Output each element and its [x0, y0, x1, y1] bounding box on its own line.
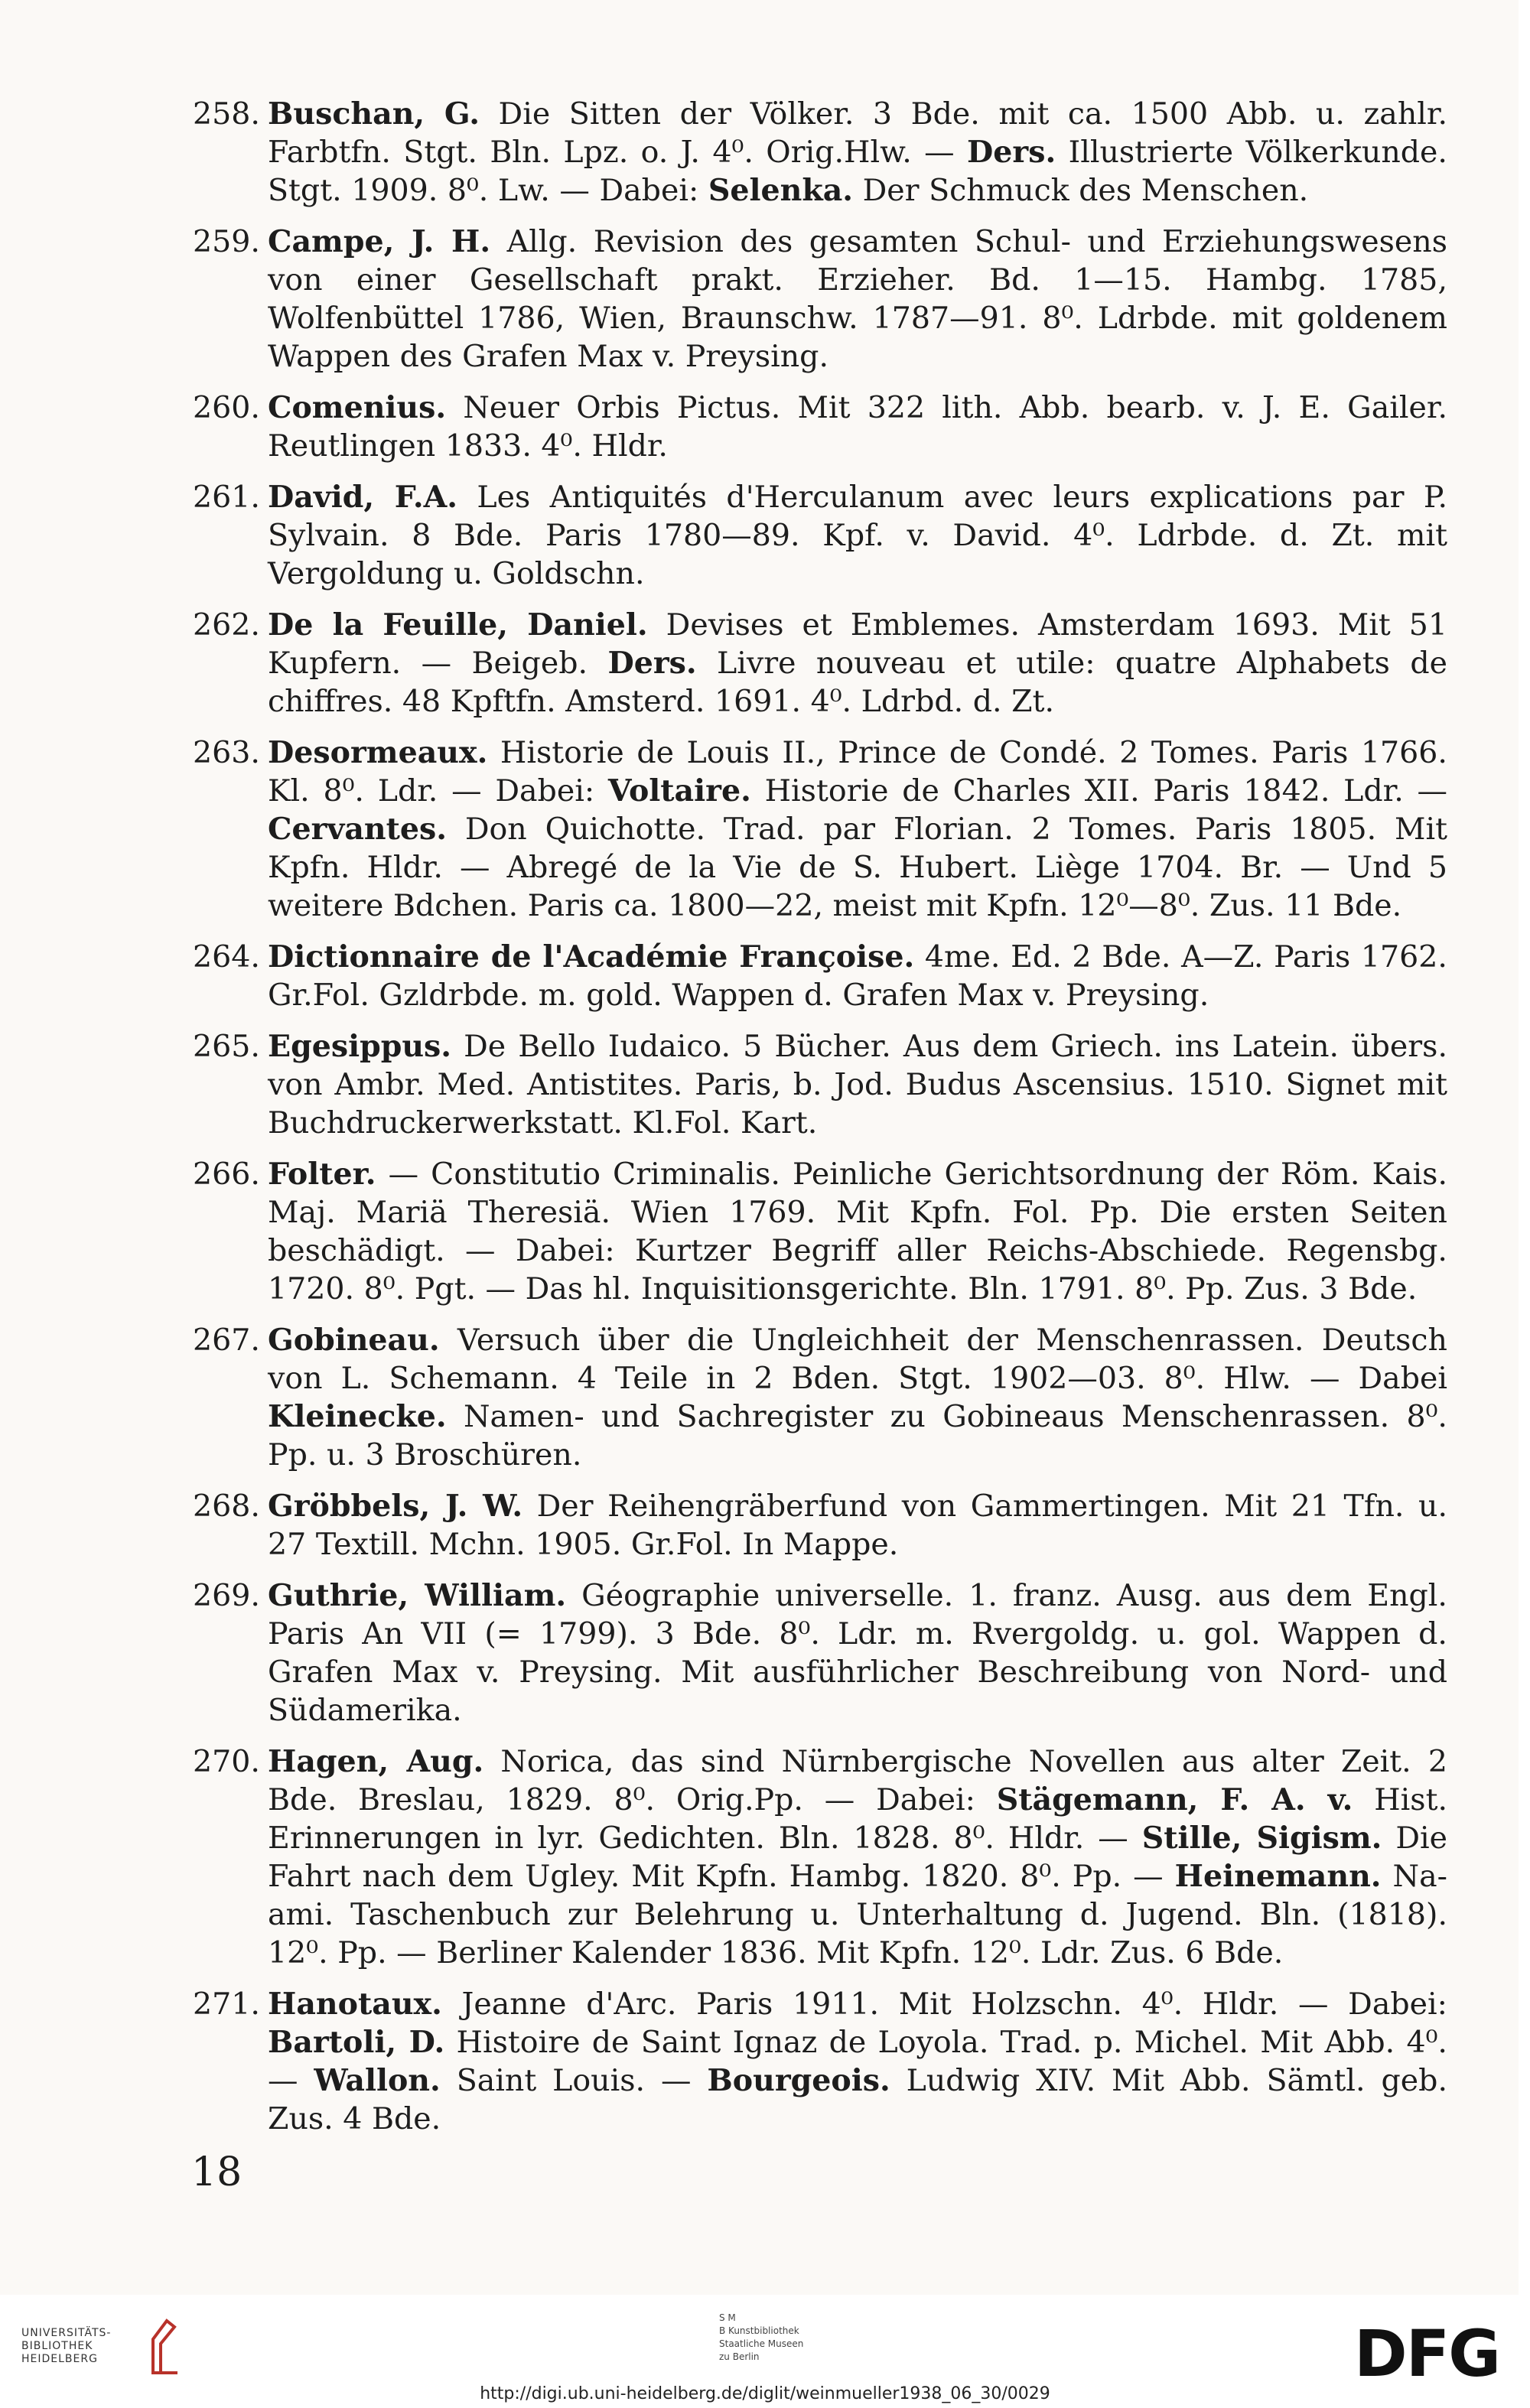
entry-author: Bartoli, D. — [268, 2025, 445, 2060]
entry-author: Guthrie, William. — [268, 1578, 567, 1613]
entry-text: Historie de Charles XII. Paris 1842. Ldr. — — [750, 773, 1447, 809]
catalog-entry — [193, 1743, 1447, 1972]
entry-text: Der Reihengräberfund von Gammertingen. Mit 21 Tfn. u. 27 Textill. Mchn. 1905. Gr.Fol. In Mappe. — [268, 1489, 1447, 1562]
entry-text: Don Quichotte. Trad. par Florian. 2 Tomes. Paris 1805. Mit Kpfn. Hldr. — Abregé de la Vie de S. Hubert. Liège 1704. Br. — Und 5 weitere Bdchen. Paris ca. 1800—22, meist mit Kpfn. 12⁰—8⁰. Zus. 11 Bde. — [268, 812, 1447, 923]
catalog-entry — [193, 606, 1447, 721]
smb-line: zu Berlin — [719, 2351, 760, 2362]
entry-text: De Bello Iudaico. 5 Bücher. Aus dem Griech. ins Latein. übers. von Ambr. Med. Antistites. Paris, b. Jod. Budus Ascensius. 1510. Signet mit Buchdruckerwerkstatt. Kl.Fol. Kart. — [268, 1029, 1447, 1141]
entry-number: 268. — [193, 1489, 260, 1524]
entry-author: Kleinecke. — [268, 1399, 447, 1434]
catalog-entry — [193, 1321, 1447, 1474]
entry-number: 260. — [193, 390, 260, 425]
entry-text: Livre nouveau et utile: quatre Alphabets de chiffres. 48 Kpftfn. Amsterd. 1691. 4⁰. Ldrbd. d. Zt. — [268, 646, 1447, 719]
entry-author: David, F.A. — [268, 480, 457, 515]
entry-author: Hagen, Aug. — [268, 1744, 484, 1779]
smb-line: B Kunstbibliothek — [719, 2325, 799, 2336]
entry-text: Allg. Revision des gesamten Schul- und Erziehungswesens von einer Gesellschaft prakt. Erzieher. Bd. 1—15. Hambg. 1785, Wolfenbüttel 1786, Wien, Braunschw. 1787—91. 8⁰. Ldrbde. mit goldenem Wappen des Grafen Max v. Preysing. — [268, 224, 1447, 374]
entry-text: Les Antiquités d'Herculanum avec leurs explications par P. Sylvain. 8 Bde. Paris 1780—89. Kpf. v. David. 4⁰. Ldrbde. d. Zt. mit Vergoldung u. Goldschn. — [268, 480, 1447, 591]
entry-text: Der Schmuck des Menschen. — [853, 173, 1309, 208]
entry-text: Na-ami. Taschenbuch zur Belehrung u. Unterhaltung d. Jugend. Bln. (1818). 12⁰. Pp. — Berliner Kalender 1836. Mit Kpfn. 12⁰. Ldr. Zus. 6 Bde. — [268, 1859, 1447, 1970]
catalog-entry — [193, 1577, 1447, 1730]
catalog-entry — [193, 478, 1447, 593]
catalog-entry — [193, 1027, 1447, 1142]
entry-author: Ders. — [967, 135, 1056, 170]
catalog-entries — [193, 95, 1447, 2151]
catalog-entry — [193, 223, 1447, 376]
entry-number: 258. — [193, 96, 260, 132]
entry-author: Gobineau. — [268, 1323, 440, 1358]
entry-text: Histoire de Saint Ignaz de Loyola. Trad. p. Michel. Mit Abb. 4⁰. — — [268, 2025, 1447, 2098]
entry-text: Historie de Louis II., Prince de Condé. 2 Tomes. Paris 1766. Kl. 8⁰. Ldr. — Dabei: — [268, 735, 1447, 809]
entry-text: Versuch über die Ungleichheit der Menschenrassen. Deutsch von L. Schemann. 4 Teile in 2 Bden. Stgt. 1902—03. 8⁰. Hlw. — Dabei — [268, 1323, 1447, 1396]
catalog-entry — [193, 734, 1447, 925]
catalog-entry — [193, 1155, 1447, 1308]
university-emblem-icon — [144, 2316, 181, 2377]
smb-logo[interactable] — [719, 2312, 803, 2364]
entry-text: Illustrierte Völkerkunde. Stgt. 1909. 8⁰. Lw. — Dabei: — [268, 135, 1447, 208]
catalog-entry — [193, 95, 1447, 210]
entry-author: Heinemann. — [1174, 1859, 1382, 1894]
smb-line: S M — [719, 2312, 736, 2323]
entry-text: Saint Louis. — — [440, 2063, 708, 2098]
entry-author: Selenka. — [708, 173, 854, 208]
entry-number: 269. — [193, 1578, 260, 1613]
entry-text: Jeanne d'Arc. Paris 1911. Mit Holzschn. 4⁰. Hldr. — Dabei: — [441, 1987, 1447, 2022]
entry-author: Ders. — [607, 646, 697, 681]
entry-author: Stägemann, F. A. v. — [996, 1782, 1353, 1817]
entry-number: 270. — [193, 1744, 260, 1779]
entry-text: Die Fahrt nach dem Ugley. Mit Kpfn. Hambg. 1820. 8⁰. Pp. — — [268, 1821, 1448, 1894]
entry-author: Bourgeois. — [707, 2063, 890, 2098]
entry-text: Géographie universelle. 1. franz. Ausg. aus dem Engl. Paris An VII (= 1799). 3 Bde. 8⁰. Ldr. m. Rvergoldg. u. gol. Wappen d. Grafen Max v. Preysing. Mit ausführlicher Beschreibung von Nord- und Südamerika. — [268, 1578, 1447, 1728]
logo-line: HEIDELBERG — [21, 2353, 98, 2365]
source-url[interactable]: http://digi.ub.uni-heidelberg.de/diglit/weinmueller1938_06_30/0029 — [480, 2384, 1050, 2403]
page-number: 18 — [191, 2149, 243, 2195]
entry-text: Namen- und Sachregister zu Gobineaus Menschenrassen. 8⁰. Pp. u. 3 Broschüren. — [268, 1399, 1447, 1472]
catalog-entry — [193, 938, 1447, 1014]
entry-number: 263. — [193, 735, 260, 770]
entry-author: Cervantes. — [268, 812, 448, 847]
entry-text: 4me. Ed. 2 Bde. A—Z. Paris 1762. Gr.Fol. Gzldrbde. m. gold. Wappen d. Grafen Max v. Preysing. — [268, 939, 1447, 1013]
entry-author: Voltaire. — [607, 773, 751, 809]
entry-author: Hanotaux. — [268, 1987, 442, 2022]
entry-author: Buschan, G. — [268, 96, 480, 132]
entry-number: 267. — [193, 1323, 260, 1358]
logo-line: BIBLIOTHEK — [21, 2340, 93, 2352]
entry-author: Gröbbels, J. W. — [268, 1489, 523, 1524]
entry-number: 266. — [193, 1157, 260, 1192]
entry-number: 262. — [193, 607, 260, 643]
entry-text: Hist. Erinnerungen in lyr. Gedichten. Bln. 1828. 8⁰. Hldr. — — [268, 1782, 1447, 1856]
entry-author: Egesippus. — [268, 1029, 452, 1064]
entry-number: 265. — [193, 1029, 260, 1064]
entry-author: Stille, Sigism. — [1141, 1821, 1382, 1856]
logo-line: UNIVERSITÄTS- — [21, 2327, 112, 2339]
catalog-entry — [193, 389, 1447, 465]
catalog-entry — [193, 1985, 1447, 2138]
entry-number: 259. — [193, 224, 260, 259]
catalog-entry — [193, 1487, 1447, 1564]
entry-number: 264. — [193, 939, 260, 975]
entry-text: Die Sitten der Völker. 3 Bde. mit ca. 1500 Abb. u. zahlr. Farbtfn. Stgt. Bln. Lpz. o. J. 4⁰. Orig.Hlw. — — [268, 96, 1447, 170]
entry-author: De la Feuille, Daniel. — [268, 607, 648, 643]
entry-author: Comenius. — [268, 390, 447, 425]
entry-author: Campe, J. H. — [268, 224, 491, 259]
entry-text: Norica, das sind Nürnbergische Novellen aus alter Zeit. 2 Bde. Breslau, 1829. 8⁰. Orig.Pp. — Dabei: — [268, 1744, 1448, 1817]
viewer-footer — [0, 2295, 1530, 2408]
entry-author: Folter. — [268, 1157, 376, 1192]
entry-number: 271. — [193, 1987, 260, 2022]
dfg-logo[interactable]: DFG — [1354, 2316, 1500, 2391]
entry-author: Dictionnaire de l'Académie Françoise. — [268, 939, 915, 975]
entry-text: — Constitutio Criminalis. Peinliche Gerichtsordnung der Röm. Kais. Maj. Mariä Theresiä. Wien 1769. Mit Kpfn. Fol. Pp. Die ersten Seiten beschädigt. — Dabei: Kurtzer Begriff aller Reichs-Abschiede. Regensbg. 1720. 8⁰. Pgt. — Das hl. Inquisitionsgerichte. Bln. 1791. 8⁰. Pp. Zus. 3 Bde. — [268, 1157, 1447, 1307]
entry-author: Desormeaux. — [268, 735, 488, 770]
smb-line: Staatliche Museen — [719, 2338, 804, 2349]
entry-text: Devises et Emblemes. Amsterdam 1693. Mit 51 Kupfern. — Beigeb. — [268, 607, 1447, 681]
entry-text: Neuer Orbis Pictus. Mit 322 lith. Abb. bearb. v. J. E. Gailer. Reutlingen 1833. 4⁰. Hldr. — [268, 390, 1447, 464]
entry-author: Wallon. — [314, 2063, 441, 2098]
entry-text: Ludwig XIV. Mit Abb. Sämtl. geb. Zus. 4 Bde. — [268, 2063, 1447, 2136]
entry-number: 261. — [193, 480, 260, 515]
